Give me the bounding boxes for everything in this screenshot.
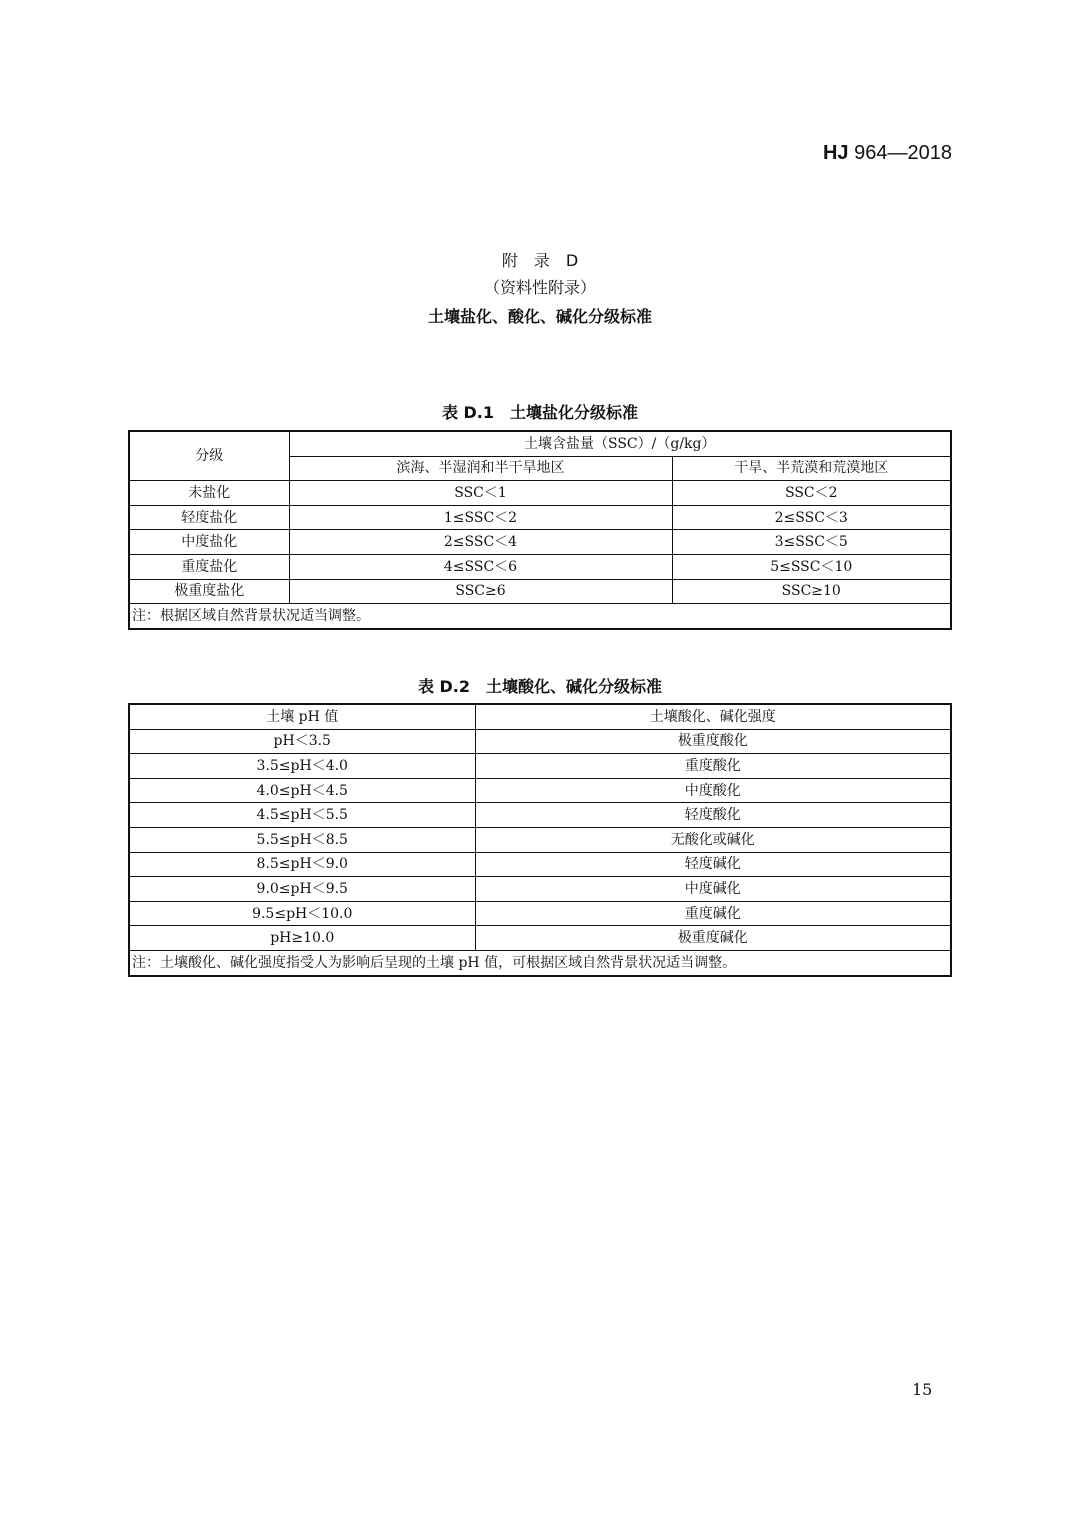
ph-cell: 8.5≤pH＜9.0 [129,852,475,877]
table-row [129,579,951,604]
value-a-cell: 1≤SSC＜2 [289,505,672,530]
intensity-cell: 中度酸化 [475,778,951,803]
intensity-cell: 重度酸化 [475,754,951,779]
intensity-cell: 无酸化或碱化 [475,827,951,852]
ph-cell: 4.5≤pH＜5.5 [129,803,475,828]
doc-code-number: 964—2018 [854,142,952,164]
value-b-cell: 2≤SSC＜3 [672,505,951,530]
grade-cell: 重度盐化 [129,554,289,579]
value-b-cell: 5≤SSC＜10 [672,554,951,579]
ph-cell: pH＜3.5 [129,729,475,754]
appendix-label: 附 录 D [501,251,579,270]
ph-cell: 5.5≤pH＜8.5 [129,827,475,852]
appendix-title: 土壤盐化、酸化、碱化分级标准 [427,307,652,326]
table-row [129,852,951,877]
table-row [129,505,951,530]
ph-cell: 4.0≤pH＜4.5 [129,778,475,803]
header-grade: 分级 [129,431,289,481]
ph-cell: 9.5≤pH＜10.0 [129,901,475,926]
ph-cell: 3.5≤pH＜4.0 [129,754,475,779]
appendix-heading [0,248,1080,332]
value-b-cell: 3≤SSC＜5 [672,530,951,555]
table-row [129,827,951,852]
value-a-cell: 2≤SSC＜4 [289,530,672,555]
value-a-cell: SSC≥6 [289,579,672,604]
header-region-b: 干旱、半荒漠和荒漠地区 [672,456,951,481]
appendix-type: （资料性附录） [483,278,596,297]
table-row [129,729,951,754]
table-row [129,803,951,828]
intensity-cell: 重度碱化 [475,901,951,926]
table2-caption: 表 D.2 土壤酸化、碱化分级标准 [417,677,663,696]
value-b-cell: SSC≥10 [672,579,951,604]
acidification-table [128,703,952,977]
table-row [129,554,951,579]
table-row [129,778,951,803]
table-row [129,481,951,506]
value-a-cell: SSC＜1 [289,481,672,506]
page-number: 15 [912,1380,933,1399]
intensity-cell: 轻度酸化 [475,803,951,828]
intensity-cell: 中度碱化 [475,877,951,902]
intensity-cell: 轻度碱化 [475,852,951,877]
header-region-a: 滨海、半湿润和半干旱地区 [289,456,672,481]
table-row [129,530,951,555]
ph-cell: pH≥10.0 [129,926,475,951]
grade-cell: 轻度盐化 [129,505,289,530]
value-b-cell: SSC＜2 [672,481,951,506]
header-salt-content: 土壤含盐量（SSC）/（g/kg） [289,431,951,456]
table2-note: 注：土壤酸化、碱化强度指受人为影响后呈现的土壤 pH 值，可根据区域自然背景状况适当调整。 [129,950,951,975]
header-intensity: 土壤酸化、碱化强度 [475,704,951,729]
grade-cell: 未盐化 [129,481,289,506]
document-code [823,142,952,165]
grade-cell: 中度盐化 [129,530,289,555]
table-row [129,901,951,926]
intensity-cell: 极重度酸化 [475,729,951,754]
intensity-cell: 极重度碱化 [475,926,951,951]
table-row [129,926,951,951]
grade-cell: 极重度盐化 [129,579,289,604]
table-row [129,754,951,779]
doc-code-prefix: HJ [822,142,849,164]
table-row [129,877,951,902]
header-ph: 土壤 pH 值 [129,704,475,729]
table1-caption: 表 D.1 土壤盐化分级标准 [441,403,639,422]
salinization-table [128,430,952,630]
value-a-cell: 4≤SSC＜6 [289,554,672,579]
ph-cell: 9.0≤pH＜9.5 [129,877,475,902]
table1-note: 注：根据区域自然背景状况适当调整。 [129,604,951,629]
